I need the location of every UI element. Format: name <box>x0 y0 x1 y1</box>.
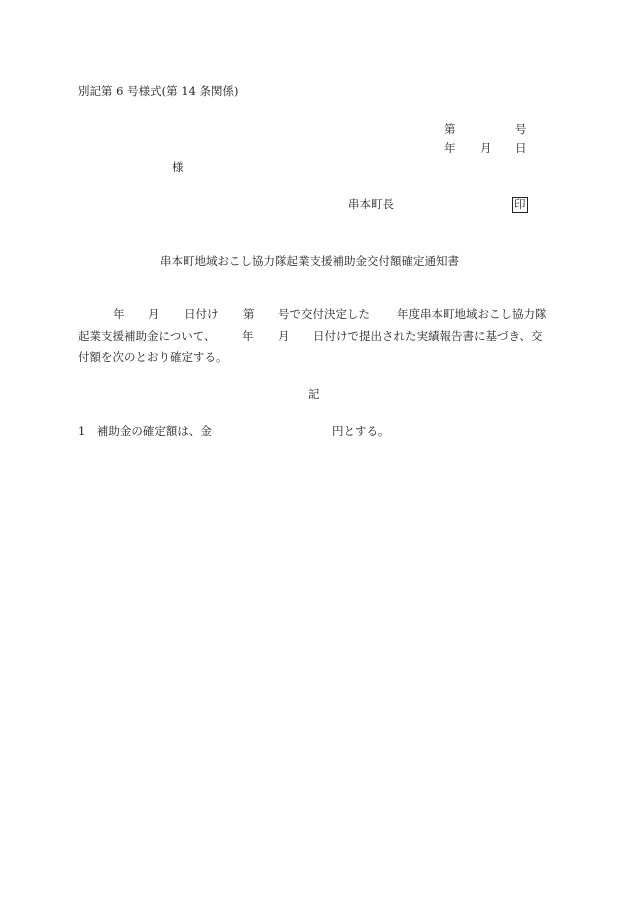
issuer-title: 串本町長 <box>348 197 394 211</box>
doc-number-suffix: 号 <box>515 122 527 136</box>
item1-label: 1 補助金の確定額は、金 <box>78 424 212 438</box>
ki-marker: 記 <box>308 387 320 401</box>
document-title: 串本町地域おこし協力隊起業支援補助金交付額確定通知書 <box>160 254 459 268</box>
body-l1-dated: 日付け <box>184 307 219 321</box>
body-l1-go-decided: 号で交付決定した <box>278 307 370 321</box>
body-l2-submitted: 日付けで提出された実績報告書に基づき、交 <box>313 329 543 343</box>
body-l2-year: 年 <box>242 329 254 343</box>
seal-char: 印 <box>514 197 526 211</box>
body-l1-fiscal: 年度串本町地域おこし協力隊 <box>397 307 547 321</box>
doc-number-prefix: 第 <box>444 122 456 136</box>
item1-yen: 円とする。 <box>332 424 390 438</box>
body-l2-month: 月 <box>278 329 290 343</box>
body-l1-dai: 第 <box>243 307 255 321</box>
body-l1-year: 年 <box>113 307 125 321</box>
seal-mark <box>512 197 528 213</box>
form-label: 別記第 6 号様式(第 14 条関係) <box>78 84 239 98</box>
body-l1-month: 月 <box>148 307 160 321</box>
date-year: 年 <box>444 141 456 155</box>
recipient-honorific: 様 <box>172 160 184 174</box>
date-month: 月 <box>480 141 492 155</box>
body-l2-grant: 起業支援補助金について、 <box>78 329 216 343</box>
date-day: 日 <box>515 141 527 155</box>
body-l3: 付額を次のとおり確定する。 <box>78 350 228 364</box>
